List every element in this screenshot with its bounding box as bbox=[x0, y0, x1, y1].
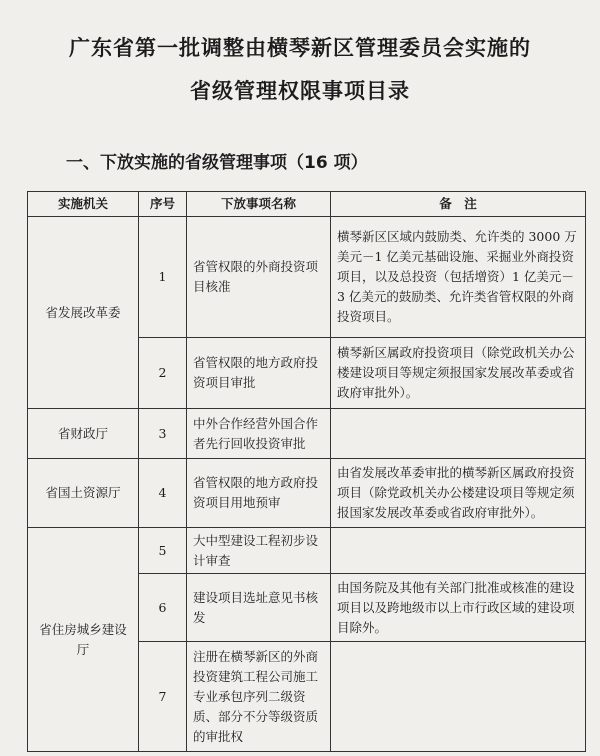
matter-note: 横琴新区区域内鼓励类、允许类的 3000 万美元－1 亿美元基础设施、采掘业外商投资项目，以及总投资（包括增资）1 亿美元－3 亿美元的鼓励类、允许类省管权限的外商投资项目。 bbox=[331, 217, 586, 338]
matter-name: 中外合作经营外国合作者先行回收投资审批 bbox=[187, 409, 331, 459]
org-cell: 省财政厅 bbox=[28, 409, 139, 459]
matter-name: 省管权限的地方政府投资项目用地预审 bbox=[187, 459, 331, 528]
header-no: 序号 bbox=[139, 192, 187, 217]
table-row bbox=[28, 409, 586, 459]
matter-name: 省管权限的外商投资项目核准 bbox=[187, 217, 331, 338]
org-cell: 省住房城乡建设厅 bbox=[28, 528, 139, 752]
table-header-row bbox=[28, 192, 586, 217]
table-row bbox=[28, 217, 586, 338]
matters-table bbox=[27, 191, 586, 752]
matter-note bbox=[331, 528, 586, 574]
row-number: 4 bbox=[139, 459, 187, 528]
header-note: 备 注 bbox=[331, 192, 586, 217]
header-org: 实施机关 bbox=[28, 192, 139, 217]
matter-name: 省管权限的地方政府投资项目审批 bbox=[187, 338, 331, 409]
matter-note: 由省发展改革委审批的横琴新区属政府投资项目（除党政机关办公楼建设项目等规定须报国家发展改革委或省政府审批外）。 bbox=[331, 459, 586, 528]
header-name: 下放事项名称 bbox=[187, 192, 331, 217]
row-number: 1 bbox=[139, 217, 187, 338]
matter-note: 横琴新区属政府投资项目（除党政机关办公楼建设项目等规定须报国家发展改革委或省政府审批外）。 bbox=[331, 338, 586, 409]
matter-note bbox=[331, 409, 586, 459]
row-number: 5 bbox=[139, 528, 187, 574]
document-title-line2: 省级管理权限事项目录 bbox=[190, 79, 410, 103]
matter-note bbox=[331, 642, 586, 752]
org-cell: 省国土资源厅 bbox=[28, 459, 139, 528]
table-row bbox=[28, 528, 586, 574]
matter-name: 大中型建设工程初步设计审查 bbox=[187, 528, 331, 574]
row-number: 2 bbox=[139, 338, 187, 409]
row-number: 3 bbox=[139, 409, 187, 459]
section-heading: 一、下放实施的省级管理事项（16 项） bbox=[66, 153, 368, 173]
matter-note: 由国务院及其他有关部门批准或核准的建设项目以及跨地级市以上市行政区域的建设项目除外。 bbox=[331, 574, 586, 642]
org-cell: 省发展改革委 bbox=[28, 217, 139, 409]
matter-name: 注册在横琴新区的外商投资建筑工程公司施工专业承包序列二级资质、部分不分等级资质的审批权 bbox=[187, 642, 331, 752]
row-number: 7 bbox=[139, 642, 187, 752]
document-title-line1: 广东省第一批调整由横琴新区管理委员会实施的 bbox=[69, 36, 531, 60]
table-row bbox=[28, 459, 586, 528]
row-number: 6 bbox=[139, 574, 187, 642]
matter-name: 建设项目选址意见书核发 bbox=[187, 574, 331, 642]
